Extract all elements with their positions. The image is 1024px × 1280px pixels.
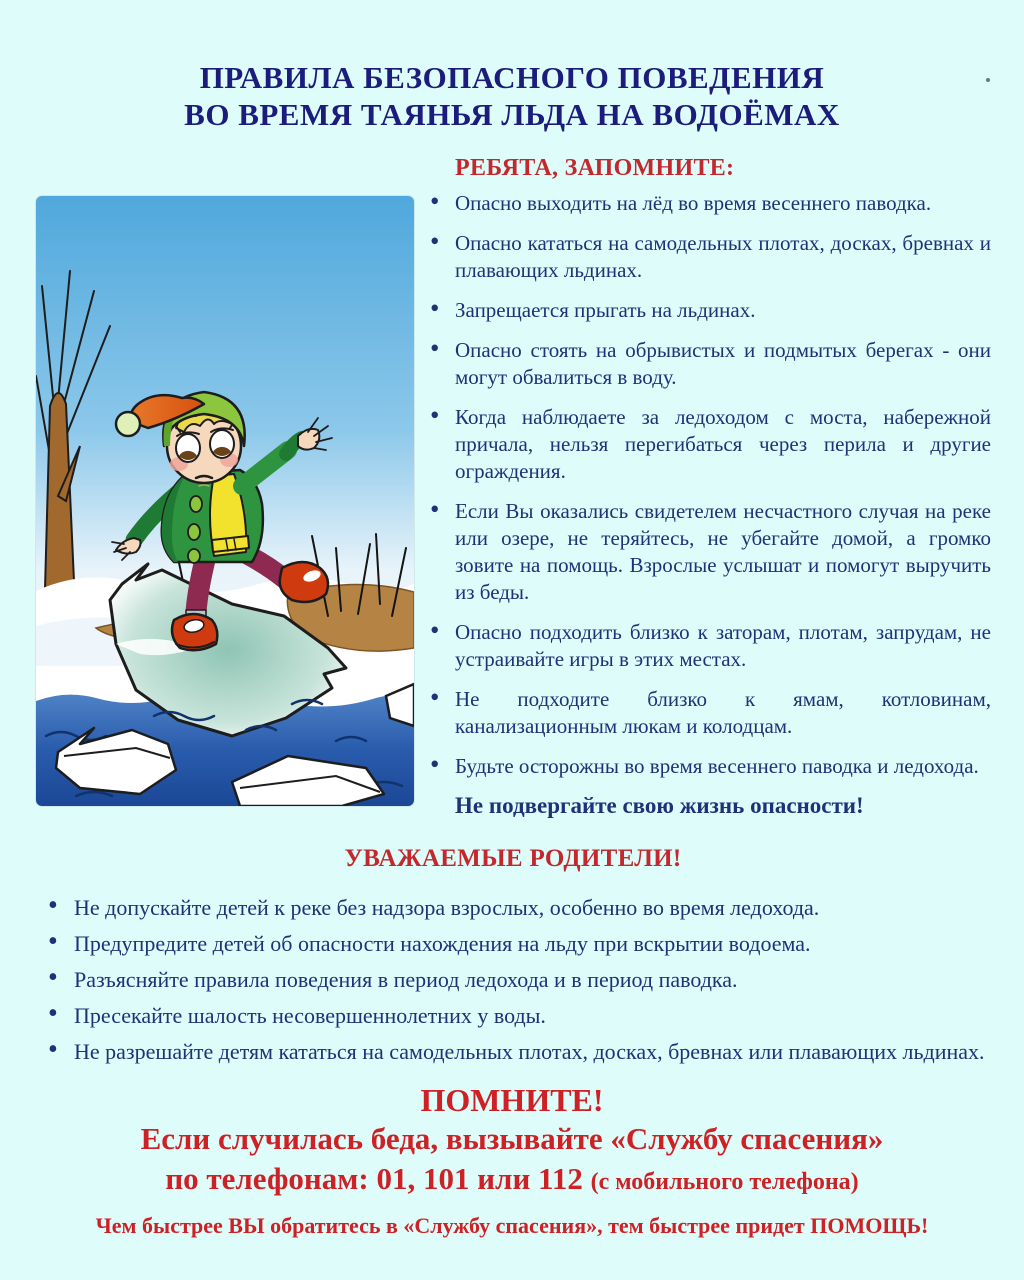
parent-rule-item: • Не допускайте детей к реке без надзора взрослых, особенно во время ледохода. bbox=[38, 893, 988, 922]
faster-help-line: Чем быстрее ВЫ обратитесь в «Службу спасения», тем быстрее придет ПОМОЩЬ! bbox=[95, 1213, 929, 1238]
call-rescue-line: Если случилась беда, вызывайте «Службу спасения» bbox=[140, 1121, 884, 1156]
parent-rule-item: • Не разрешайте детям кататься на самодельных плотах, досках, бревнах или плавающих льдинах. bbox=[38, 1037, 988, 1066]
kids-section-heading: РЕБЯТА, ЗАПОМНИТЕ: bbox=[455, 155, 735, 181]
kids-rule-item: • Будьте осторожны во время весеннего паводка и ледохода. bbox=[425, 753, 991, 780]
parents-rules-list bbox=[38, 893, 988, 1066]
kids-rule-item: • Не подходите близко к ямам, котловинам, канализационным люкам и колодцам. bbox=[425, 686, 991, 740]
emergency-footer bbox=[0, 1082, 1024, 1239]
page-title-line2: ВО ВРЕМЯ ТАЯНЬЯ ЛЬДА НА ВОДОЁМАХ bbox=[184, 96, 840, 132]
kids-rule-item: • Опасно выходить на лёд во время весеннего паводка. bbox=[425, 190, 991, 217]
page-title bbox=[0, 60, 1024, 133]
parent-rule-item: • Разъясняйте правила поведения в период ледохода и в период паводка. bbox=[38, 965, 988, 994]
remember-heading: ПОМНИТЕ! bbox=[420, 1082, 604, 1118]
child-on-ice-illustration bbox=[36, 196, 414, 806]
kids-rule-item: • Если Вы оказались свидетелем несчастного случая на реке или озере, не теряйтесь, не убегайте домой, а громко зовите на помощь. Взрослые услышат и помогут выручить из беды. bbox=[425, 498, 991, 606]
parents-section bbox=[38, 845, 988, 1073]
kids-rules-section bbox=[425, 155, 991, 819]
kids-rule-item: • Опасно стоять на обрывистых и подмытых берегах - они могут обвалиться в воду. bbox=[425, 337, 991, 391]
kids-closing-line: Не подвергайте свою жизнь опасности! bbox=[455, 793, 864, 818]
kids-rule-item: • Когда наблюдаете за ледоходом с моста, набережной причала, нельзя перегибаться через перила и другие ограждения. bbox=[425, 404, 991, 485]
phone-numbers-text: по телефонам: 01, 101 или 112 bbox=[165, 1161, 583, 1196]
page-title-line1: ПРАВИЛА БЕЗОПАСНОГО ПОВЕДЕНИЯ bbox=[199, 60, 825, 95]
parent-rule-item: • Пресекайте шалость несовершеннолетних у воды. bbox=[38, 1001, 988, 1030]
kids-rule-item: • Опасно подходить близко к заторам, плотам, запрудам, не устраивайте игры в этих местах. bbox=[425, 619, 991, 673]
mobile-phone-note: (с мобильного телефона) bbox=[590, 1169, 859, 1195]
phone-numbers-line bbox=[0, 1161, 1024, 1197]
parent-rule-item: • Предупредите детей об опасности нахождения на льду при вскрытии водоема. bbox=[38, 929, 988, 958]
kids-rule-item: • Запрещается прыгать на льдинах. bbox=[425, 297, 991, 324]
kids-rule-item: • Опасно кататься на самодельных плотах, досках, бревнах и плавающих льдинах. bbox=[425, 230, 991, 284]
child-on-ice-drawing bbox=[36, 196, 414, 806]
kids-rules-list bbox=[425, 190, 991, 780]
parents-section-heading: УВАЖАЕМЫЕ РОДИТЕЛИ! bbox=[344, 845, 682, 872]
